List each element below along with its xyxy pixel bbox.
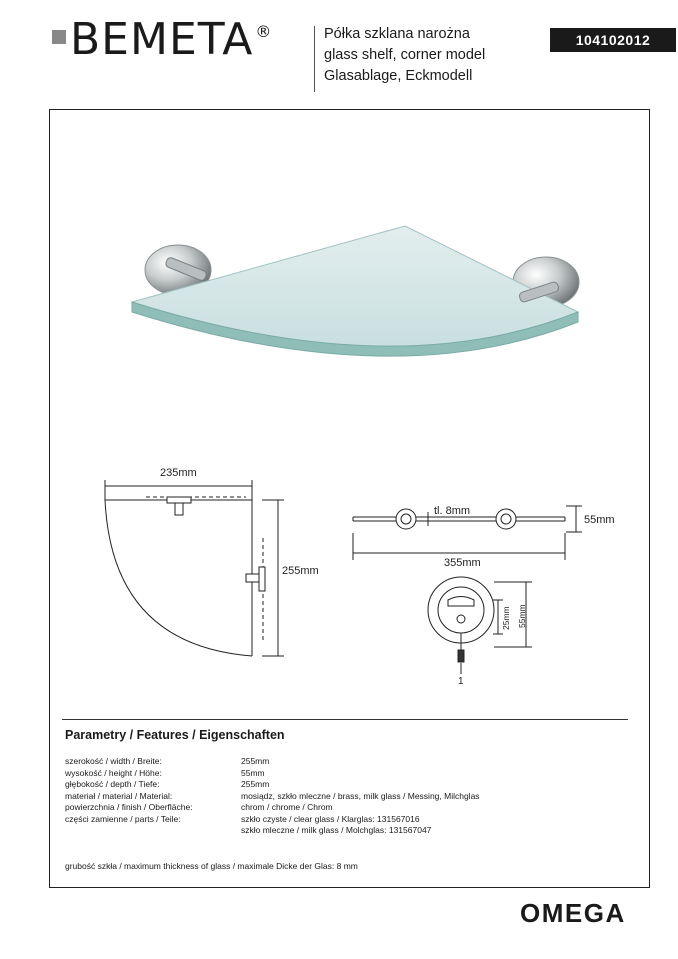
params-title: Parametry / Features / Eigenschaften <box>65 728 285 742</box>
depth-dimension: 255mm <box>282 565 319 577</box>
param-row: powierzchnia / finish / Oberfläche: chrom / chrome / Chrom <box>65 802 333 812</box>
title-de: Glasablage, Eckmodell <box>324 68 473 84</box>
series-name: OMEGA <box>520 898 626 928</box>
height-dimension: 55mm <box>584 514 615 526</box>
product-code: 104102012 <box>550 28 676 52</box>
thickness-dimension: tl. 8mm <box>434 505 471 517</box>
product-photo <box>132 226 579 356</box>
brand-logo: BEMETA ® <box>70 14 273 65</box>
params-table <box>65 756 480 837</box>
part-marker: 1 <box>458 676 464 687</box>
top-view-drawing <box>105 480 284 656</box>
title-pl: Półka szklana narożna <box>324 26 470 42</box>
width-dimension: 235mm <box>160 467 197 479</box>
param-row: materiał / material / Material: mosiądz, szkło mleczne / brass, milk glass / Messing, Milchglas <box>65 790 480 801</box>
glass-thickness-note: grubość szkła / maximum thickness of glass / maximale Dicke der Glas: 8 mm <box>65 861 358 871</box>
title-en: glass shelf, corner model <box>324 47 486 63</box>
param-row: części zamienne / parts / Teile: szkło czyste / clear glass / Klarglas: 131567016 <box>65 813 420 824</box>
param-row: szerokość / width / Breite: 255mm <box>65 756 270 766</box>
bracket-outer-dimension: 55mm <box>517 604 527 628</box>
param-row: szkło mleczne / milk glass / Molchglas: 131567047 <box>241 825 432 835</box>
bracket-inner-dimension: 25mm <box>501 606 511 630</box>
length-dimension: 355mm <box>444 557 481 569</box>
param-row: wysokość / height / Höhe: 55mm <box>65 767 265 778</box>
param-row: głębokość / depth / Tiefe: 255mm <box>65 779 270 789</box>
params-divider <box>62 719 628 720</box>
